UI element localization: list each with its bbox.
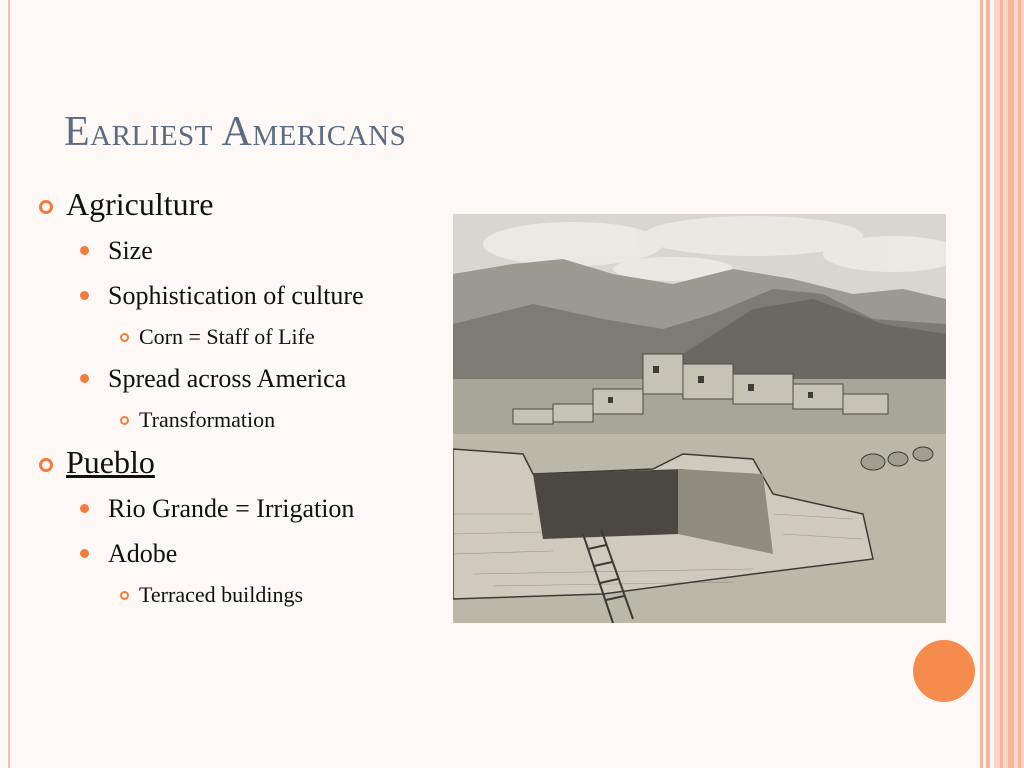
right-border-stripe (1018, 0, 1021, 768)
right-border-stripe (986, 0, 990, 768)
right-border-stripe (980, 0, 983, 768)
dot-bullet-icon (80, 246, 89, 255)
decorative-circle (913, 640, 975, 702)
right-border-stripe (1000, 0, 1003, 768)
dot-bullet-icon (80, 549, 89, 558)
bullet-list (36, 186, 446, 619)
bullet-pueblo (36, 444, 446, 481)
ring-bullet-icon (120, 416, 129, 425)
bullet-label: Spread across America (108, 364, 347, 393)
left-border (8, 0, 10, 768)
bullet-size (36, 233, 446, 268)
bullet-label: Adobe (108, 539, 178, 568)
bullet-spread (36, 361, 446, 396)
slide-title: Earliest Americans (64, 109, 407, 155)
bullet-label[interactable]: Pueblo (66, 444, 155, 480)
bullet-adobe (36, 536, 446, 571)
bullet-terraced (36, 581, 446, 609)
bullet-label: Terraced buildings (139, 582, 304, 607)
ring-bullet-icon (120, 333, 129, 342)
ring-bullet-icon (120, 591, 129, 600)
ring-bullet-icon (39, 458, 53, 472)
bullet-rio-grande (36, 491, 446, 526)
bullet-label: Transformation (139, 407, 276, 432)
bullet-sophistication (36, 278, 446, 313)
right-border-stripe (1008, 0, 1014, 768)
bullet-transformation (36, 406, 446, 434)
bullet-label: Size (108, 236, 153, 265)
bullet-label: Agriculture (66, 186, 214, 222)
dot-bullet-icon (80, 374, 89, 383)
bullet-label: Sophistication of culture (108, 281, 364, 310)
ring-bullet-icon (39, 200, 53, 214)
bullet-corn (36, 323, 446, 351)
pueblo-engraving-image (453, 214, 946, 623)
bullet-label: Corn = Staff of Life (139, 324, 315, 349)
bullet-label: Rio Grande = Irrigation (108, 494, 355, 523)
dot-bullet-icon (80, 504, 89, 513)
dot-bullet-icon (80, 291, 89, 300)
bullet-agriculture (36, 186, 446, 223)
